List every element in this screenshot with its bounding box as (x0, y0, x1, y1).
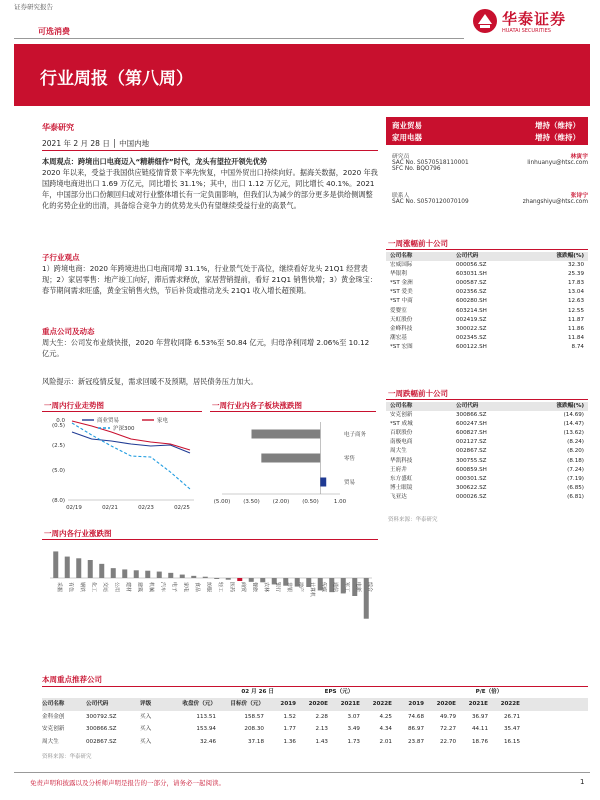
table-cell: 1.36 (283, 738, 296, 745)
table-cell: 300622.SZ (456, 484, 487, 491)
dynamics-section (42, 326, 378, 359)
table-cell: 000056.SZ (456, 262, 487, 269)
x-tick-label: (0.50) (302, 499, 319, 505)
table-row (42, 736, 588, 749)
table-cell: 东方盛虹 (390, 475, 413, 482)
table-cell: 23.87 (407, 738, 424, 745)
table-cell: 买入 (140, 726, 152, 732)
table-cell: 002867.SZ (86, 738, 117, 745)
table-cell: 8.74 (571, 343, 584, 350)
category-label: 纺服 (205, 582, 212, 593)
chart3-title: 一周内各行业涨跌图 (44, 529, 112, 538)
table-row (386, 475, 588, 484)
table-row (386, 438, 588, 447)
category-label: 餐旅 (251, 582, 258, 593)
table-row (386, 279, 588, 288)
doc-type-label: 证券研究报告 (14, 3, 53, 11)
table-cell: 153.94 (196, 726, 216, 732)
subsector-heading: 子行业观点 (42, 253, 80, 262)
category-label: 机械 (147, 582, 154, 593)
category-label: 电子 (170, 582, 177, 593)
legend-label: 商业贸易 (97, 418, 120, 424)
bar (111, 568, 116, 578)
bar (203, 577, 208, 578)
category-label: 交运 (101, 582, 108, 593)
recommend-table (42, 687, 588, 748)
table-row (386, 447, 588, 456)
bar (134, 570, 139, 578)
table-cell: 18.76 (471, 738, 488, 745)
table-cell: (8.24) (567, 439, 584, 446)
header-cell: 2022E (500, 701, 520, 707)
table-cell: 37.18 (247, 738, 264, 745)
table-row (386, 270, 588, 279)
table-cell: 百联股份 (390, 430, 413, 437)
rating-sector: 家用电器 (392, 133, 422, 142)
category-label: 传媒 (320, 582, 327, 593)
intro-section (42, 156, 378, 211)
table-cell: 600859.SH (456, 466, 487, 473)
header-cell: 涨跌幅(%) (556, 253, 584, 259)
table-cell: 3.07 (347, 713, 360, 720)
table-cell: 158.57 (244, 713, 264, 720)
bar (191, 576, 196, 578)
rating-row (392, 132, 580, 143)
table-cell: 12.63 (567, 298, 584, 305)
header-cell: 2022E (372, 701, 392, 707)
table-cell: 4.25 (379, 713, 392, 720)
table-cell: 11.86 (567, 325, 584, 332)
table-cell: *ST 金洲 (390, 280, 413, 287)
category-label: 钢铁 (78, 582, 85, 593)
table-cell: 天虹股份 (390, 316, 413, 323)
intro-body: 2020 年以来，受益于我国供应链疫情背景下率先恢复，中国外贸出口持续向好。据海关数据，2020 年我国跨境电商进出口 1.69 万亿元，同比增长 31.1%；其中，出口 1.12 万亿元，同比增长 40.1%。2021 年，中国部分出口份额回归或对行业整体增长有一定负面影响，但我们认为减少的部分更多是供给侧调整化的劣势企业的出清，具备综合竞争力的优势龙头仍有望继续受益行业的高景气。 (42, 168, 378, 210)
chart1-title: 一周内行业走势图 (44, 401, 104, 410)
table-cell: 002419.SZ (456, 316, 487, 323)
gainers-title: 一周涨幅前十公司 (388, 239, 448, 248)
table-cell: 600827.SH (456, 430, 487, 437)
table-cell: 002356.SZ (456, 289, 487, 296)
risk-note: 风险提示：新冠疫情反复，需求回暖不及预期，居民债务压力加大。 (42, 377, 258, 386)
table-cell: 600247.SH (456, 421, 487, 428)
dynamics-heading: 重点公司及动态 (42, 327, 95, 336)
table-cell: 113.51 (196, 713, 216, 720)
category-label: 零售 (344, 456, 356, 462)
table-cell: 2.01 (379, 738, 392, 745)
table-cell: *ST 中商 (390, 298, 413, 305)
header-cell: 2021E (468, 701, 488, 707)
header-divider (14, 38, 464, 39)
table-row (386, 261, 588, 270)
footer-divider (14, 772, 590, 773)
table-cell: 13.04 (567, 289, 584, 296)
rating-row (392, 120, 580, 131)
table-cell: 11.87 (567, 316, 584, 323)
contact-email: zhangshiyu@htsc.com (522, 199, 588, 205)
category-label: 综合 (366, 582, 373, 593)
table-cell: 4.34 (379, 726, 392, 732)
contact-sac: SAC No. S0570120070109 (392, 199, 469, 205)
contact-name: 张诗宁 (570, 193, 588, 199)
table-cell: 华银利 (390, 271, 407, 278)
company-logo (472, 6, 590, 42)
category-label: 化工 (90, 582, 97, 593)
table-cell: 32.30 (567, 262, 584, 269)
date-divider (42, 150, 378, 151)
analyst-sac: SAC No. S0570518110001 (392, 160, 469, 166)
table-cell: 32.46 (199, 738, 216, 745)
table-cell: 1.43 (315, 738, 328, 745)
chart2-title: 一周行业内各子板块涨跌图 (212, 401, 302, 410)
table-cell: 安克创新 (42, 726, 65, 732)
table-row (386, 411, 588, 420)
recommend-source: 资料来源：华泰研究 (42, 754, 92, 760)
table-cell: 12.55 (567, 307, 584, 314)
logo-en: HUATAI SECURITIES (502, 28, 551, 34)
analyst-email: linhuanyu@htsc.com (527, 160, 588, 166)
header-cell: 2020E (308, 701, 328, 707)
bar (226, 578, 231, 580)
x-tick-label: (3.50) (243, 499, 260, 505)
table-row (42, 711, 588, 724)
table-cell: 86.97 (407, 726, 424, 732)
table-row (386, 493, 588, 502)
analyst-role: 研究员 (392, 154, 410, 160)
table-cell: 周大生 (42, 738, 59, 745)
chart2-divider (210, 411, 376, 412)
y-tick-label: 0.0 (56, 418, 65, 424)
bar (65, 557, 70, 578)
table-cell: *ST 成城 (390, 421, 413, 428)
table-cell: (7.19) (567, 475, 584, 482)
table-cell: 爱婴室 (390, 307, 407, 314)
table-header (386, 252, 588, 261)
table-header (386, 402, 588, 411)
table-row (386, 334, 588, 343)
y-tick-label: (2.5) (51, 443, 65, 449)
table-cell: 金科金创 (42, 713, 65, 720)
table-cell: 74.68 (407, 713, 424, 720)
bar (168, 573, 173, 578)
table-cell: 36.97 (471, 713, 488, 720)
rating-value: 增持（维持） (535, 121, 580, 130)
bar (180, 575, 185, 578)
bar (122, 569, 127, 578)
header-cell: 公司名称 (390, 403, 413, 409)
y-tick-label: (8.0) (51, 498, 65, 504)
recommend-header (42, 698, 588, 711)
y-tick-label: (5.0) (51, 468, 65, 474)
line-chart (42, 414, 202, 514)
table-cell: 600122.SH (456, 343, 487, 350)
bar (214, 578, 219, 579)
table-cell: 11.84 (567, 334, 584, 341)
header-cell: 2019 (408, 701, 424, 707)
header-cell: 公司代码 (86, 701, 109, 707)
table-cell: 1.73 (347, 738, 360, 745)
institute-name: 华泰研究 (42, 123, 74, 132)
category-label: 建材 (124, 582, 131, 593)
table-row (386, 429, 588, 438)
category-label: 贸易 (344, 480, 356, 486)
table-cell: 宏威国际 (390, 262, 413, 269)
eps-head: EPS（元） (324, 689, 354, 695)
header-cell: 公司名称 (42, 701, 65, 707)
table-cell: 飞亚达 (390, 493, 407, 500)
category-label: 军工 (343, 582, 350, 593)
table-cell: *ST 爱美 (390, 289, 413, 296)
table-row (386, 288, 588, 297)
table-cell: 1.52 (283, 713, 296, 720)
logo-cn: 华泰证券 (502, 10, 567, 28)
table-row (386, 307, 588, 316)
table-cell: (6.81) (567, 493, 584, 500)
header-cell: 目标价（元） (230, 701, 264, 707)
losers-source: 资料来源：华泰研究 (388, 517, 438, 523)
category-label: 汽车 (159, 582, 166, 593)
bar (88, 560, 93, 578)
table-cell: 603214.SH (456, 307, 487, 314)
analyst-sfc: SFC No. BQO796 (392, 166, 441, 172)
subsector-body: 1）跨境电商：2020 年跨境进出口电商同增 31.1%，行业景气处于高位，继续看好龙头 21Q1 经营表现；2）家居零售：地产竣工向好，滞后需求释放，家居营销提前，看好 21Q1 销售快增；3）黄金珠宝：春节期间需求旺盛，黄金宝销售火热，节后补货或推动龙头 21Q1 收入增长超预期。 (42, 264, 377, 295)
x-tick-label: 02/19 (66, 505, 82, 511)
losers-table (386, 402, 588, 502)
rating-value: 增持（维持） (535, 133, 580, 142)
y-tick-label: (0.5) (51, 423, 65, 429)
bar (261, 454, 320, 463)
table-cell: 金峰科技 (390, 325, 413, 332)
category-label: 通信 (331, 582, 338, 593)
category-label: 电子商务 (344, 432, 367, 438)
table-cell: 17.83 (567, 280, 584, 287)
table-cell: 000587.SZ (456, 280, 487, 287)
table-cell: (6.85) (567, 484, 584, 491)
table-cell: 000301.SZ (456, 475, 487, 482)
category-label: 食品 (193, 582, 200, 593)
category-label: 电新 (354, 582, 361, 593)
table-row (386, 297, 588, 306)
gainers-divider (386, 249, 588, 250)
bar (237, 578, 242, 581)
bar (157, 572, 162, 578)
x-tick-label: (5.00) (213, 499, 231, 505)
table-cell: 002345.SZ (456, 334, 487, 341)
intro-heading: 本周观点：跨境出口电商迈入“精耕细作”时代，龙头有望拉开领先优势 (42, 157, 268, 166)
recommend-group-header (42, 687, 588, 698)
table-cell: 王府井 (390, 466, 407, 473)
chart1-divider (42, 411, 202, 412)
series-line (72, 423, 190, 489)
analyst-name: 林寅宇 (570, 154, 588, 160)
table-row (386, 316, 588, 325)
page-title: 行业周报（第八周） (40, 69, 193, 89)
header-cell: 收盘价（元） (182, 701, 216, 707)
table-cell: 300022.SZ (456, 325, 487, 332)
bar (53, 551, 58, 578)
series-line (72, 432, 190, 453)
losers-divider (386, 399, 588, 400)
table-cell: 买入 (140, 738, 152, 745)
category-label: 地产 (297, 582, 304, 593)
header-cell: 2019 (280, 701, 296, 707)
table-cell: 周大生 (390, 448, 407, 455)
chart3-divider (42, 539, 378, 540)
header-cell: 公司代码 (456, 403, 479, 409)
header-cell: 公司名称 (390, 253, 413, 259)
table-cell: 300866.SZ (456, 412, 487, 419)
header-cell: 评级 (140, 701, 152, 707)
table-cell: 300792.SZ (86, 713, 117, 720)
bar (145, 571, 150, 578)
table-cell: 208.30 (244, 726, 264, 732)
category-label: 家电 (182, 582, 189, 593)
category-label: 建筑 (136, 582, 143, 593)
bar (76, 558, 81, 578)
table-cell: (8.18) (567, 457, 584, 464)
category-label: 银行 (274, 582, 281, 593)
category-label: 非银 (285, 582, 292, 593)
table-cell: 2.28 (315, 713, 328, 720)
legend-label: 家电 (157, 418, 169, 424)
dynamics-body: 周大生：公司发布业绩快报，2020 年营收同降 6.53%至 50.84 亿元，归母净利同增 2.06%至 10.12 亿元。 (42, 338, 370, 358)
page-number: 1 (580, 778, 585, 786)
bar (252, 430, 321, 439)
table-row (42, 723, 588, 736)
category-label: 计算机 (308, 582, 315, 598)
table-row (386, 457, 588, 466)
category-label: 医药 (228, 582, 235, 593)
table-cell: 16.15 (503, 738, 520, 745)
category-label: 采掘 (55, 582, 62, 593)
table-cell: 603031.SH (456, 271, 487, 278)
table-row (386, 420, 588, 429)
category-label: 农林 (262, 582, 269, 593)
table-cell: (7.24) (567, 466, 584, 473)
industry-bar-chart (42, 542, 378, 652)
table-cell: 华凯科技 (390, 457, 413, 464)
table-cell: *ST 宏图 (390, 343, 413, 350)
table-cell: (14.47) (563, 421, 584, 428)
table-cell: 博士眼镜 (390, 484, 413, 491)
header-cell: 2020E (436, 701, 456, 707)
recommend-title: 本周重点推荐公司 (42, 675, 102, 684)
header-cell: 公司代码 (456, 253, 479, 259)
title-banner (14, 44, 590, 106)
table-cell: 潮宏基 (390, 334, 407, 341)
header-cell: 涨跌幅(%) (556, 403, 584, 409)
x-tick-label: (2.00) (272, 499, 290, 505)
table-row (386, 484, 588, 493)
table-cell: (13.62) (563, 430, 584, 437)
category-label: 有色 (67, 582, 74, 593)
table-cell: 1.77 (283, 726, 296, 732)
table-row (386, 466, 588, 475)
subsector-section (42, 252, 378, 296)
table-row (386, 325, 588, 334)
rating-box (386, 117, 588, 145)
x-tick-label: 02/21 (102, 505, 118, 511)
table-cell: 002867.SZ (456, 448, 487, 455)
table-cell: 22.70 (439, 738, 456, 745)
sector-label: 可选消费 (38, 27, 70, 36)
table-cell: 44.11 (471, 726, 488, 732)
bar (99, 564, 104, 578)
table-cell: 南极电商 (390, 439, 413, 446)
table-cell: 安克创新 (390, 412, 413, 419)
bar (320, 478, 326, 487)
table-cell: 35.47 (503, 726, 520, 732)
header-cell: 2021E (340, 701, 360, 707)
table-cell: 2.13 (315, 726, 328, 732)
table-cell: 72.27 (439, 726, 456, 732)
table-cell: 3.49 (347, 726, 360, 732)
rating-sector: 商业贸易 (392, 121, 422, 130)
table-row (386, 343, 588, 352)
table-cell: 26.71 (503, 713, 520, 720)
table-cell: 49.79 (439, 713, 456, 720)
category-label: 商贸 (239, 582, 246, 593)
table-cell: 000026.SZ (456, 493, 487, 500)
table-cell: 600280.SH (456, 298, 487, 305)
table-cell: (14.69) (563, 412, 584, 419)
table-cell: 002127.SZ (456, 439, 487, 446)
losers-title: 一周跌幅前十公司 (388, 389, 448, 398)
subsector-bar-chart (210, 414, 378, 514)
analyst-block (392, 151, 588, 172)
table-cell: (8.20) (567, 448, 584, 455)
table-cell: 300755.SZ (456, 457, 487, 464)
contact-role: 联系人 (392, 193, 410, 199)
table-cell: 买入 (140, 713, 152, 720)
date-head: 02 月 26 日 (241, 689, 274, 695)
x-tick-label: 02/23 (138, 505, 154, 511)
x-tick-label: 1.00 (333, 499, 347, 505)
category-label: 轻工 (216, 582, 223, 593)
huatai-logo-icon (472, 8, 498, 34)
legend-label: 沪深300 (113, 426, 135, 432)
report-date: 2021 年 2 月 28 日 │ 中国内地 (42, 139, 150, 148)
contact-block (392, 190, 588, 205)
gainers-table (386, 252, 588, 352)
table-cell: 25.39 (567, 271, 584, 278)
x-tick-label: 02/25 (174, 505, 190, 511)
footer-disclaimer: 免责声明和披露以及分析师声明是报告的一部分，请务必一起阅读。 (30, 779, 225, 787)
pe-head: P/E（倍） (475, 689, 503, 695)
table-cell: 300866.SZ (86, 726, 117, 732)
category-label: 公用 (113, 582, 120, 593)
